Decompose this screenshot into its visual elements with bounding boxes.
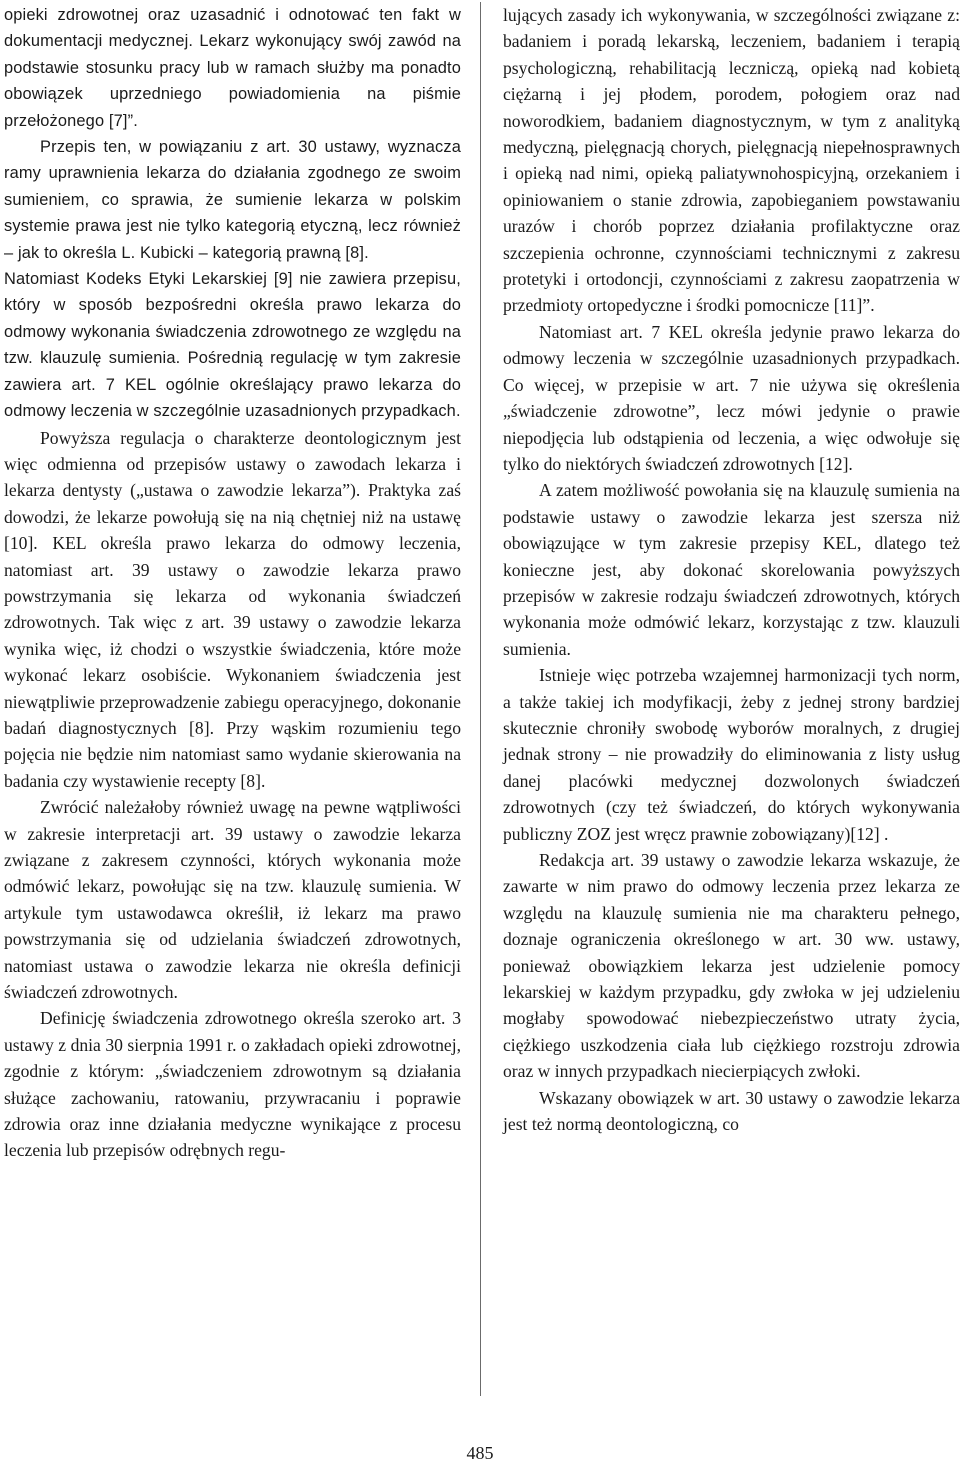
column-divider [480, 2, 481, 1396]
paragraph: Powyższa regulacja o charakterze deontologicznym jest więc odmienna od przepisów ustawy o zawodach lekarza i lekarza dentysty („ustawa o zawodzie lekarza”). Praktyka zaś dowodzi, że lekarze powołują się na nią chętniej niż na ustawę [10]. KEL określa prawo lekarza do odmowy leczenia, natomiast art. 39 ustawy o zawodzie lekarza prawo powstrzymania się lekarza od wykonania świadczeń zdrowotnych. Tak więc z art. 39 ustawy o zawodzie lekarza wynika więc, iż chodzi o wszystkie świadczenia, które może wykonać lekarz osobiście. Wykonaniem świadczenia jest niewątpliwie przeprowadzenie zabiegu operacyjnego, dokonanie badań diagnostycznych [8]. Przy wąskim rozumieniu tego pojęcia nie będzie nim natomiast samo wydanie skierowania na badania czy wystawienie recepty [8]. [4, 427, 461, 791]
paragraph: lujących zasady ich wykonywania, w szczególności związane z: badaniem i poradą lekarską, leczeniem, badaniem i terapią psychologiczną, rehabilitacją leczniczą, opieką nad kobietą ciężarną i jej płodem, porodem, połogiem oraz nad noworodkiem, badaniem diagnostycznym, w tym z analityką medyczną, pielęgnacją chorych, pielęgnacją niepełnosprawnych i opieką nad nimi, opieką paliatywnohospicyjną, orzekaniem i opiniowaniem o stanie zdrowia, zapobieganiem powstawaniu urazów i chorób poprzez działania profilaktyczne oraz szczepienia ochronne, czynnościami technicznymi z zakresu protetyki i ortodoncji, czynnościami z zakresu zaopatrzenia w przedmioty ortopedyczne i środki pomocnicze [11]”. [503, 5, 960, 316]
paragraph: Natomiast art. 7 KEL określa jedynie prawo lekarza do odmowy leczenia w szczególnie uzasadnionych przypadkach. Co więcej, w przepisie w art. 7 nie używa się określenia „świadczenie zdrowotne”, lecz mówi jedynie o prawie niepodjęcia lub odstąpienia od leczenia, a więc odwołuje się tylko do niektórych świadczeń zdrowotnych [12]. [503, 321, 960, 474]
paragraph: Istnieje więc potrzeba wzajemnej harmonizacji tych norm, a także takiej ich modyfikacji, żeby z jednej strony bardziej skutecznie chroniły swobodę wyborów moralnych, z drugiej jednak strony – nie prowadziły do eliminowania z listy usług danej placówki medycznej dozwolonych świadczeń zdrowotnych (czy też świadczeń, do których wykonywania publiczny ZOZ jest wręcz prawnie zobowiązany)[12] . [503, 665, 960, 844]
right-text-column [503, 2, 960, 1137]
paragraph: Redakcja art. 39 ustawy o zawodzie lekarza wskazuje, że zawarte w nim prawo do odmowy leczenia przez lekarza ze względu na klauzulę sumienia nie ma charakteru pełnego, doznaje ograniczenia określonego w art. 30 ww. ustawy, ponieważ obowiązkiem lekarza jest udzielenie pomocy lekarskiej w każdym przypadku, gdy zwłoka w jej udzieleniu mogłaby spowodować niebezpieczeństwo utraty życia, ciężkiego uszkodzenia ciała lub ciężkiego rozstroju zdrowia oraz w innych przypadkach niecierpiących zwłoki. [503, 850, 960, 1082]
paragraph: Natomiast Kodeks Etyki Lekarskiej [9] nie zawiera przepisu, który w sposób bezpośredni określa prawo lekarza do odmowy wykonania świadczenia zdrowotnego ze względu na tzw. klauzulę sumienia. Pośrednią regulację w tym zakresie zawiera art. 7 KEL ogólnie określający prawo lekarza do odmowy leczenia w szczególnie uzasadnionych przypadkach. [4, 270, 461, 421]
paragraph: Przepis ten, w powiązaniu z art. 30 ustawy, wyznacza ramy uprawnienia lekarza do działania zgodnego ze swoim sumieniem, co sprawia, że sumienie lekarza w polskim systemie prawa jest nie tylko kategorią etyczną, lecz również – jak to określa L. Kubicki – kategorią prawną [8]. [4, 138, 461, 262]
paragraph: opieki zdrowotnej oraz uzasadnić i odnotować ten fakt w dokumentacji medycznej. Lekarz wykonujący swój zawód na podstawie stosunku pracy lub w ramach służby ma ponadto obowiązek uprzedniego powiadomienia na piśmie przełożonego [7]”. [4, 6, 461, 130]
left-text-column [4, 2, 461, 1164]
paragraph: Definicję świadczenia zdrowotnego określa szeroko art. 3 ustawy z dnia 30 sierpnia 1991 r. o zakładach opieki zdrowotnej, zgodnie z którym: „świadczeniem zdrowotnym są działania służące zachowaniu, ratowaniu, przywracaniu i poprawie zdrowia oraz inne działania medyczne wynikające z procesu leczenia lub przepisów odrębnych regu- [4, 1008, 461, 1161]
paragraph: Wskazany obowiązek w art. 30 ustawy o zawodzie lekarza jest też normą deontologiczną, co [503, 1087, 960, 1135]
page-number: 485 [466, 1443, 494, 1463]
paragraph: A zatem możliwość powołania się na klauzulę sumienia na podstawie ustawy o zawodzie lekarza jest szersza niż obowiązujące w tym zakresie przepisy KEL, dlatego też konieczne jest, aby dokonać skorelowania powyższych przepisów w zakresie rodzaju świadczeń zdrowotnych, których wykonania może odmówić lekarz, korzystając z tzw. klauzuli sumienia. [503, 480, 960, 659]
paragraph: Zwrócić należałoby również uwagę na pewne wątpliwości w zakresie interpretacji art. 39 ustawy o zawodzie lekarza związane z zakresem czynności, których wykonania może odmówić lekarz, powołując się na tzw. klauzulę sumienia. W artykule tym ustawodawca określił, iż lekarz ma prawo powstrzymania się od udzielania świadczeń zdrowotnych, natomiast ustawa o zawodzie lekarza nie określa definicji świadczeń zdrowotnych. [4, 797, 461, 1003]
